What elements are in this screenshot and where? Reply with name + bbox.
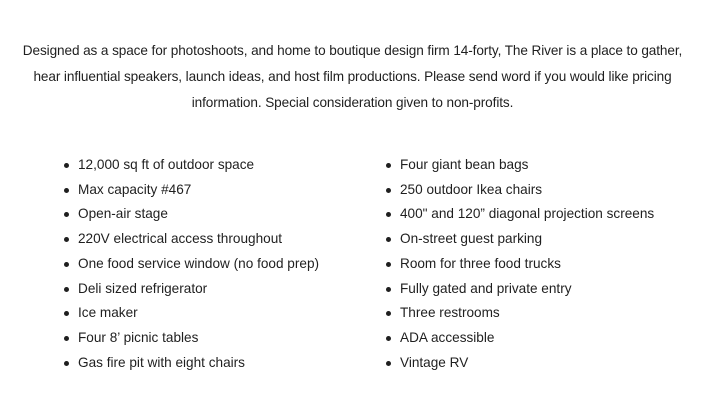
bullet-icon	[386, 188, 391, 193]
bullet-icon	[386, 237, 391, 242]
list-item	[64, 202, 319, 227]
list-item	[386, 301, 654, 326]
bullet-icon	[64, 336, 69, 341]
list-item	[386, 277, 654, 302]
list-item-label: Ice maker	[78, 305, 138, 321]
list-item-label: Open-air stage	[78, 206, 168, 222]
list-item	[64, 153, 319, 178]
intro-paragraph	[20, 38, 685, 116]
list-item	[64, 301, 319, 326]
intro-line: Designed as a space for photoshoots, and home to boutique design firm 14-forty, The River is a place to gather,	[22, 43, 683, 58]
list-item	[386, 252, 654, 277]
list-item-label: 250 outdoor Ikea chairs	[400, 181, 543, 197]
list-item-label: On-street guest parking	[400, 231, 543, 247]
bullet-icon	[64, 237, 69, 242]
bullet-icon	[386, 311, 391, 316]
list-item	[64, 227, 319, 252]
list-item-label: Max capacity #467	[78, 181, 192, 197]
list-item	[64, 178, 319, 203]
list-item	[386, 153, 654, 178]
list-item	[386, 351, 654, 376]
bullet-icon	[64, 262, 69, 267]
list-item	[386, 227, 654, 252]
list-item-label: Gas fire pit with eight chairs	[78, 354, 245, 370]
list-item	[64, 277, 319, 302]
bullet-icon	[386, 287, 391, 292]
bullet-icon	[64, 188, 69, 193]
bullet-icon	[64, 361, 69, 366]
list-item-label: Four giant bean bags	[400, 157, 529, 172]
bullet-icon	[386, 212, 391, 217]
bullet-icon	[64, 311, 69, 316]
list-item	[64, 351, 319, 376]
list-item	[386, 202, 654, 227]
list-item-label: 12,000 sq ft of outdoor space	[78, 157, 255, 172]
list-item-label: Deli sized refrigerator	[78, 280, 208, 296]
amenities-list	[0, 153, 705, 383]
bullet-icon	[64, 163, 69, 168]
intro-line: hear influential speakers, launch ideas, and host film productions. Please send word if you would like pricing	[33, 69, 672, 84]
list-item-label: One food service window (no food prep)	[78, 255, 320, 271]
list-item-label: 220V electrical access throughout	[78, 231, 283, 247]
bullet-icon	[64, 212, 69, 217]
bullet-icon	[386, 361, 391, 366]
list-item-label: Four 8’ picnic tables	[78, 329, 199, 345]
bullet-icon	[386, 336, 391, 341]
bullet-icon	[386, 262, 391, 267]
list-item	[64, 326, 319, 351]
intro-line: information. Special consideration given to non-profits.	[191, 95, 514, 110]
list-item-label: ADA accessible	[400, 329, 495, 345]
list-item-label: 400" and 120” diagonal projection screens	[400, 206, 655, 222]
list-item	[386, 178, 654, 203]
amenities-column-right	[386, 153, 654, 375]
list-item-label: Three restrooms	[400, 305, 500, 321]
list-item	[64, 252, 319, 277]
list-item-label: Fully gated and private entry	[400, 280, 572, 296]
bullet-icon	[386, 163, 391, 168]
bullet-icon	[64, 287, 69, 292]
amenities-column-left	[64, 153, 319, 375]
list-item-label: Vintage RV	[400, 354, 469, 370]
list-item	[386, 326, 654, 351]
list-item-label: Room for three food trucks	[400, 255, 561, 271]
